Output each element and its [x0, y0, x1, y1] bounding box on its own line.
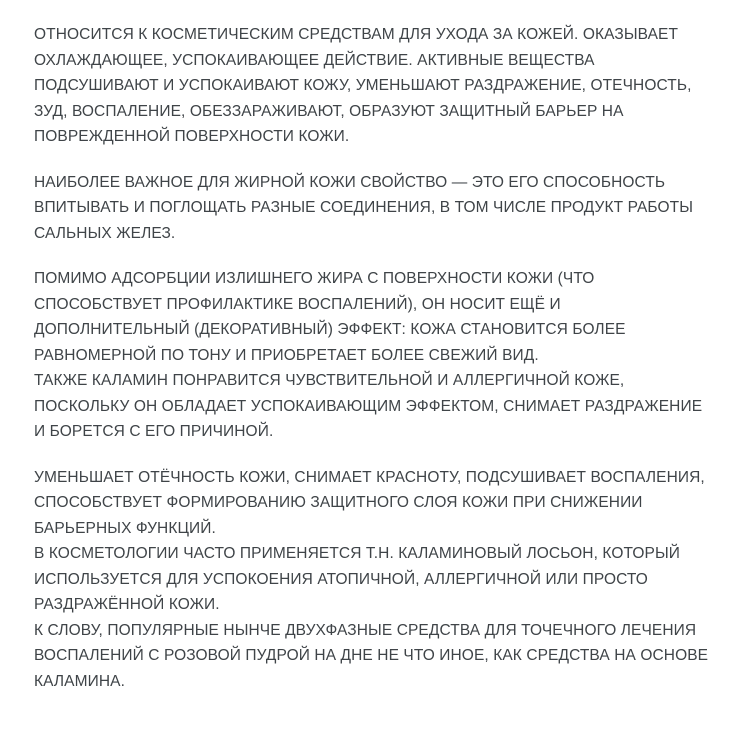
text-block-3: [34, 266, 716, 445]
paragraph: К СЛОВУ, ПОПУЛЯРНЫЕ НЫНЧЕ ДВУХФАЗНЫЕ СРЕДСТВА ДЛЯ ТОЧЕЧНОГО ЛЕЧЕНИЯ ВОСПАЛЕНИЙ С РОЗОВОЙ ПУДРОЙ НА ДНЕ НЕ ЧТО ИНОЕ, КАК СРЕДСТВА НА ОСНОВЕ КАЛАМИНА.: [34, 621, 709, 690]
paragraph: НАИБОЛЕЕ ВАЖНОЕ ДЛЯ ЖИРНОЙ КОЖИ СВОЙСТВО — ЭТО ЕГО СПОСОБНОСТЬ ВПИТЫВАТЬ И ПОГЛОЩАТЬ РАЗНЫЕ СОЕДИНЕНИЯ, В ТОМ ЧИСЛЕ ПРОДУКТ РАБОТЫ САЛЬНЫХ ЖЕЛЕЗ.: [34, 173, 694, 242]
text-block-4: [34, 465, 716, 695]
paragraph: ТАКЖЕ КАЛАМИН ПОНРАВИТСЯ ЧУВСТВИТЕЛЬНОЙ И АЛЛЕРГИЧНОЙ КОЖЕ, ПОСКОЛЬКУ ОН ОБЛАДАЕТ УСПОКАИВАЮЩИМ ЭФФЕКТОМ, СНИМАЕТ РАЗДРАЖЕНИЕ И БОРЕТСЯ С ЕГО ПРИЧИНОЙ.: [34, 372, 703, 440]
paragraph: В КОСМЕТОЛОГИИ ЧАСТО ПРИМЕНЯЕТСЯ Т.Н. КАЛАМИНОВЫЙ ЛОСЬОН, КОТОРЫЙ ИСПОЛЬЗУЕТСЯ ДЛЯ УСПОКОЕНИЯ АТОПИЧНОЙ, АЛЛЕРГИЧНОЙ ИЛИ ПРОСТО РАЗДРАЖЁННОЙ КОЖИ.: [34, 545, 681, 613]
paragraph: ОТНОСИТСЯ К КОСМЕТИЧЕСКИМ СРЕДСТВАМ ДЛЯ УХОДА ЗА КОЖЕЙ. ОКАЗЫВАЕТ ОХЛАЖДАЮЩЕЕ, УСПОКАИВАЮЩЕЕ ДЕЙСТВИЕ. АКТИВНЫЕ ВЕЩЕСТВА ПОДСУШИВАЮТ И УСПОКАИВАЮТ КОЖУ, УМЕНЬШАЮТ РАЗДРАЖЕНИЕ, ОТЕЧНОСТЬ, ЗУД, ВОСПАЛЕНИЕ, ОБЕЗЗАРАЖИВАЮТ, ОБРАЗУЮТ ЗАЩИТНЫЙ БАРЬЕР НА ПОВРЕЖДЕННОЙ ПОВЕРХНОСТИ КОЖИ.: [34, 26, 692, 145]
text-block-1: [34, 22, 716, 150]
paragraph: УМЕНЬШАЕТ ОТЁЧНОСТЬ КОЖИ, СНИМАЕТ КРАСНОТУ, ПОДСУШИВАЕТ ВОСПАЛЕНИЯ, СПОСОБСТВУЕТ ФОРМИРОВАНИЮ ЗАЩИТНОГО СЛОЯ КОЖИ ПРИ СНИЖЕНИИ БАРЬЕРНЫХ ФУНКЦИЙ.: [34, 468, 705, 537]
text-block-2: [34, 170, 716, 247]
paragraph: ПОМИМО АДСОРБЦИИ ИЗЛИШНЕГО ЖИРА С ПОВЕРХНОСТИ КОЖИ (ЧТО СПОСОБСТВУЕТ ПРОФИЛАКТИКЕ ВОСПАЛЕНИЙ), ОН НОСИТ ЕЩЁ И ДОПОЛНИТЕЛЬНЫЙ (ДЕКОРАТИВНЫЙ) ЭФФЕКТ: КОЖА СТАНОВИТСЯ БОЛЕЕ РАВНОМЕРНОЙ ПО ТОНУ И ПРИОБРЕТАЕТ БОЛЕЕ СВЕЖИЙ ВИД.: [34, 270, 626, 364]
